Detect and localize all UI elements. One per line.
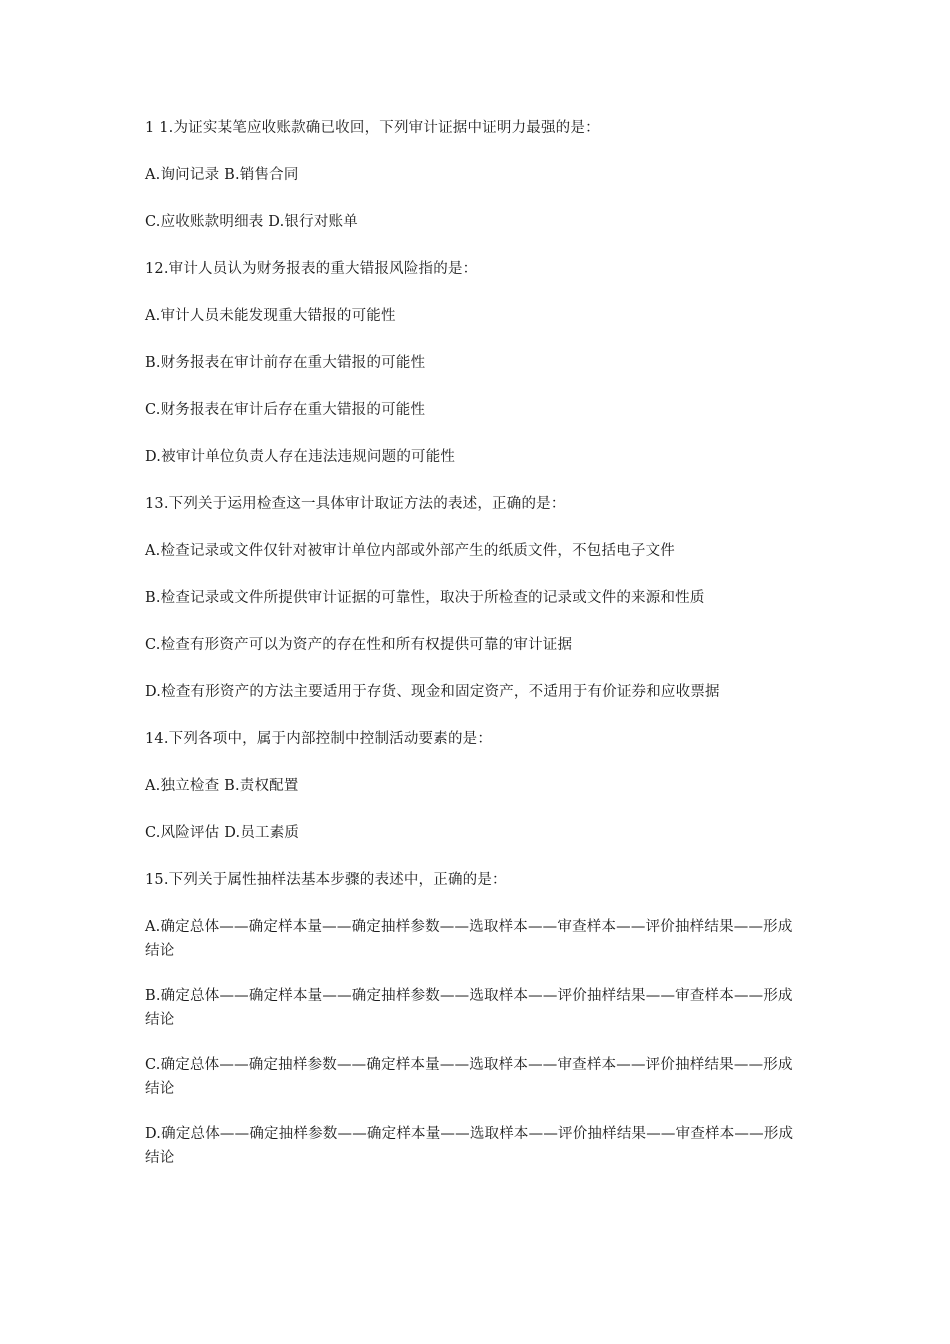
document-page	[145, 116, 805, 1191]
question-13-option-d: D.检查有形资产的方法主要适用于存货、现金和固定资产，不适用于有价证券和应收票据	[145, 684, 720, 700]
question-12-option-a: A.审计人员未能发现重大错报的可能性	[145, 308, 396, 324]
question-14-stem: 14.下列各项中，属于内部控制中控制活动要素的是：	[145, 731, 493, 747]
question-13-option-c: C.检查有形资产可以为资产的存在性和所有权提供可靠的审计证据	[145, 637, 573, 653]
question-12-option-c: C.财务报表在审计后存在重大错报的可能性	[145, 402, 426, 418]
question-14-option-ab: A.独立检查 B.责权配置	[145, 778, 299, 794]
question-15-option-c: C.确定总体——确定抽样参数——确定样本量——选取样本——审查样本——评价抽样结果——形成结论	[145, 1057, 793, 1097]
question-11-stem: 1 1.为证实某笔应收账款确已收回，下列审计证据中证明力最强的是：	[145, 120, 600, 136]
question-11-option-cd: C.应收账款明细表 D.银行对账单	[145, 214, 358, 230]
question-12-option-b: B.财务报表在审计前存在重大错报的可能性	[145, 355, 426, 371]
question-15-option-a: A.确定总体——确定样本量——确定抽样参数——选取样本——审查样本——评价抽样结果——形成结论	[145, 919, 793, 959]
question-13-stem: 13.下列关于运用检查这一具体审计取证方法的表述，正确的是：	[145, 496, 566, 512]
question-15-option-b: B.确定总体——确定样本量——确定抽样参数——选取样本——评价抽样结果——审查样本——形成结论	[145, 988, 793, 1028]
question-13-option-a: A.检查记录或文件仅针对被审计单位内部或外部产生的纸质文件，不包括电子文件	[145, 543, 675, 559]
question-14-option-cd: C.风险评估 D.员工素质	[145, 825, 300, 841]
question-12-stem: 12.审计人员认为财务报表的重大错报风险指的是：	[145, 261, 478, 277]
question-12-option-d: D.被审计单位负责人存在违法违规问题的可能性	[145, 449, 456, 465]
question-15-stem: 15.下列关于属性抽样法基本步骤的表述中，正确的是：	[145, 872, 507, 888]
question-15-option-d: D.确定总体——确定抽样参数——确定样本量——选取样本——评价抽样结果——审查样本——形成结论	[145, 1126, 794, 1166]
question-11-option-ab: A.询问记录 B.销售合同	[145, 167, 299, 183]
question-13-option-b: B.检查记录或文件所提供审计证据的可靠性，取决于所检查的记录或文件的来源和性质	[145, 590, 705, 606]
